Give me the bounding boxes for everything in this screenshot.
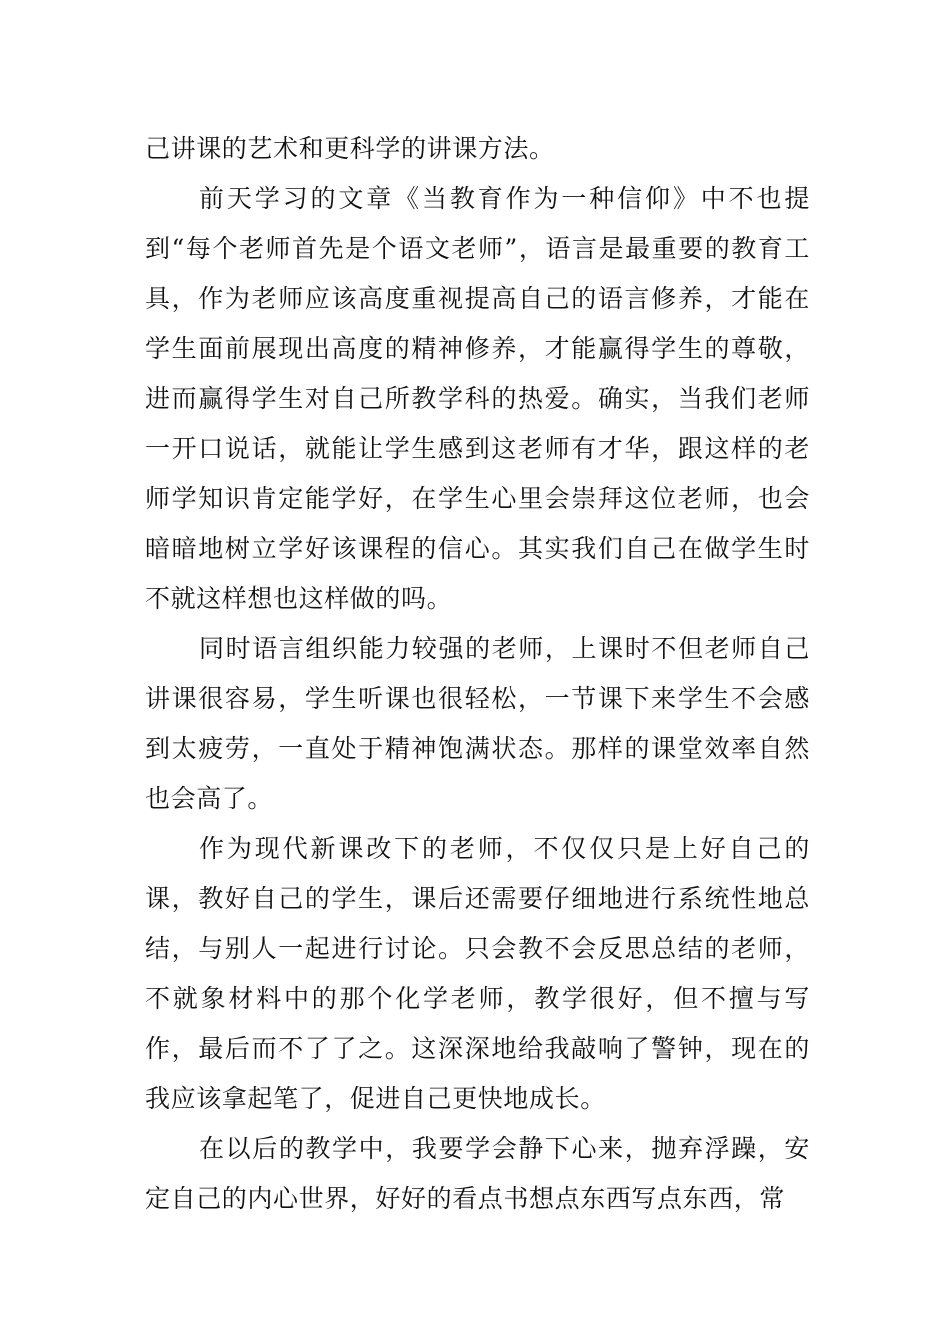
paragraph-language-organization: 同时语言组织能力较强的老师，上课时不但老师自己讲课很容易，学生听课也很轻松，一节课下来学生不会感到太疲劳，一直处于精神饱满状态。那样的课堂效率自然也会高了。: [145, 634, 810, 813]
paragraph-language-teacher: 前天学习的文章《当教育作为一种信仰》中不也提到“每个老师首先是个语文老师”，语言是最重要的教育工具，作为老师应该高度重视提高自己的语言修养，才能在学生面前展现出高度的精神修养，才能赢得学生的尊敬，进而赢得学生对自己所教学科的热爱。确实，当我们老师一开口说话，就能让学生感到这老师有才华，跟这样的老师学知识肯定能学好，在学生心里会崇拜这位老师，也会暗暗地树立学好该课程的信心。其实我们自己在做学生时不就这样想也这样做的吗。: [145, 184, 810, 613]
paragraph-future-teaching: 在以后的教学中，我要学会静下心来，抛弃浮躁，安定自己的内心世界，好好的看点书想点东西写点东西，常: [145, 1134, 810, 1213]
paragraph-continuation: 己讲课的艺术和更科学的讲课方法。: [145, 134, 555, 163]
document-body: [145, 124, 810, 1224]
paragraph-reflection: 作为现代新课改下的老师，不仅仅只是上好自己的课，教好自己的学生，课后还需要仔细地进行系统性地总结，与别人一起进行讨论。只会教不会反思总结的老师，不就象材料中的那个化学老师，教学很好，但不擅与写作，最后而不了了之。这深深地给我敲响了警钟，现在的我应该拿起笔了，促进自己更快地成长。: [145, 834, 810, 1113]
